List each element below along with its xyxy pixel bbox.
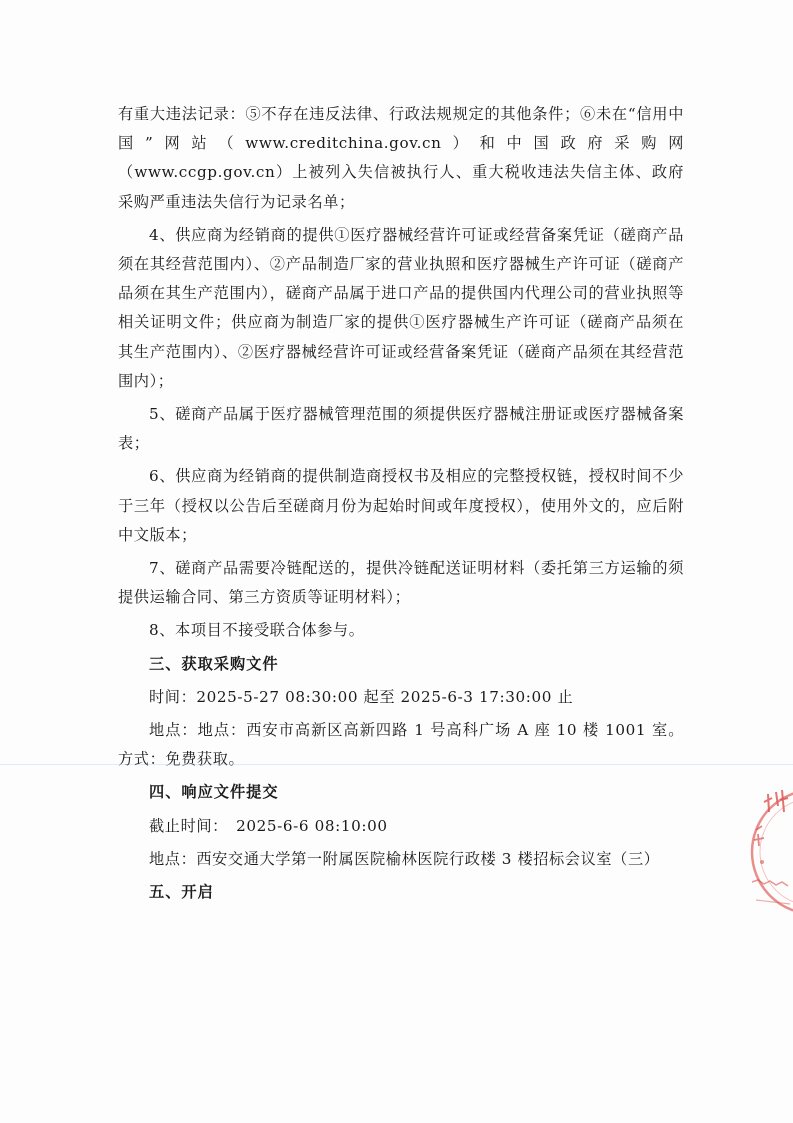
paragraph-item-7: 7、磋商产品需要冷链配送的，提供冷链配送证明材料（委托第三方运输的须提供运输合同、第三方资质等证明材料）； [118,559,684,607]
section-heading-submit-response: 四、响应文件提交 [149,783,279,802]
official-seal-partial [742,782,793,932]
obtain-location: 地点：地点：西安市高新区高新四路 1 号高科广场 A 座 10 楼 1001 室。方式：免费获取。 [118,721,684,769]
paragraph-item-4: 4、供应商为经销商的提供①医疗器械经营许可证或经营备案凭证（磋商产品须在其经营范围内）、②产品制造厂家的营业执照和医疗器械生产许可证（磋商产品须在其生产范围内），磋商产品属于进口产品的提供国内代理公司的营业执照等相关证明文件；供应商为制造厂家的提供①医疗器械生产许可证（磋商产品须在其生产范围内）、②医疗器械经营许可证或经营备案凭证（磋商产品须在其经营范围内）； [118,225,684,390]
section-heading-opening: 五、开启 [149,883,214,902]
section-heading-obtain-documents: 三、获取采购文件 [149,654,279,673]
obtain-time: 时间：2025-5-27 08:30:00 起至 2025-6-3 17:30:00 止 [149,687,574,706]
paragraph-item-8: 8、本项目不接受联合体参与。 [149,621,365,640]
paragraph-qualification-continued: 有重大违法记录：⑤不存在违反法律、行政法规规定的其他条件；⑥未在“信用中国”网站（www.creditchina.gov.cn）和中国政府采购网（www.ccgp.gov.cn）上被列入失信被执行人、重大税收违法失信主体、政府采购严重违法失信行为记录名单； [118,105,684,211]
submit-location: 地点：西安交通大学第一附属医院榆林医院行政楼 3 楼招标会议室（三） [149,849,660,868]
seal-icon [742,782,793,932]
scan-artifact-line [0,764,793,765]
submit-deadline: 截止时间： 2025-6-6 08:10:00 [149,816,388,835]
paragraph-item-5: 5、磋商产品属于医疗器械管理范围的须提供医疗器械注册证或医疗器械备案表； [118,405,684,453]
paragraph-item-6: 6、供应商为经销商的提供制造商授权书及相应的完整授权链，授权时间不少于三年（授权以公告后至磋商月份为起始时间或年度授权），使用外文的，应后附中文版本； [118,467,684,544]
document-body [118,100,684,911]
